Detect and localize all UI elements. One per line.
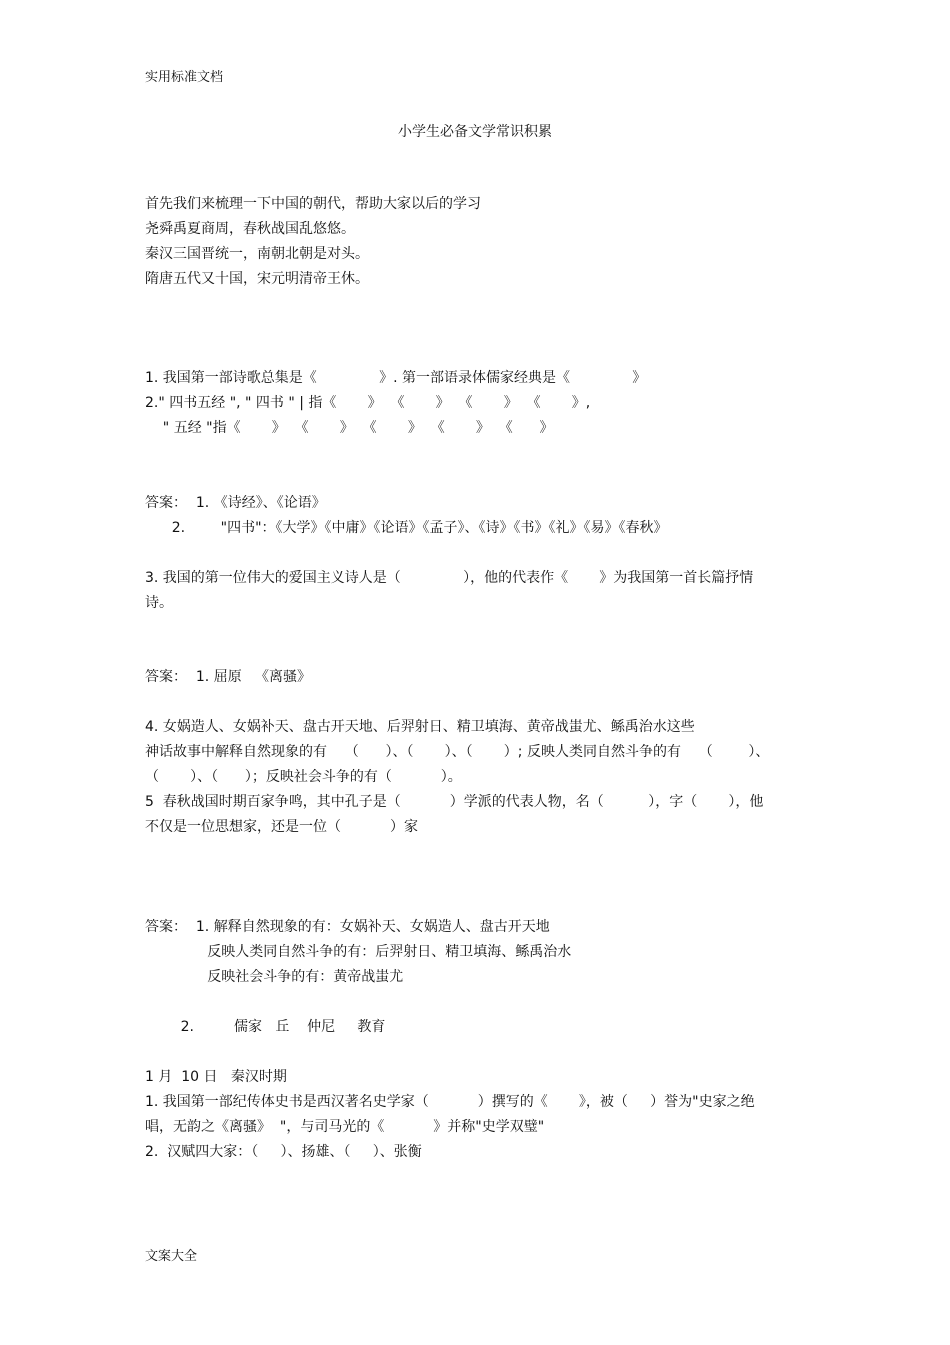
question-2: 2." 四书五经 ", " 四书 " | 指《 》 《 》 《 》 《 》, <box>145 395 591 411</box>
question-3: 3. 我国的第一位伟大的爱国主义诗人是（ ），他的代表作《 》为我国第一首长篇抒情 <box>145 570 754 586</box>
question-7: 2. 汉赋四大家：（ ）、扬雄、（ ）、张衡 <box>145 1144 422 1160</box>
question-2-continued: " 五经 "指《 》 《 》 《 》 《 》 《 》 <box>145 420 554 436</box>
question-5-continued: 不仅是一位思想家，还是一位（ ）家 <box>145 819 418 835</box>
answer-2: 2. "四书"：《大学》《中庸》《论语》《孟子》、《诗》《书》《礼》《易》《春秋》 <box>145 520 668 536</box>
intro-line: 隋唐五代又十国，宋元明清帝王休。 <box>145 271 369 287</box>
question-4-continued: 神话故事中解释自然现象的有 （ ）、（ ）、（ ）; 反映人类同自然斗争的有 （ ）、 <box>145 744 770 760</box>
page-title: 小学生必备文学常识积累 <box>398 124 552 140</box>
question-4: 4. 女娲造人、女娲补天、盘古开天地、后羿射日、精卫填海、黄帝战蚩尤、鲧禹治水这些 <box>145 719 695 735</box>
answer-3: 答案： 1. 屈原 《离骚》 <box>145 669 312 685</box>
question-3-continued: 诗。 <box>145 595 173 611</box>
question-1: 1. 我国第一部诗歌总集是《 》. 第一部语录体儒家经典是《 》 <box>145 370 647 386</box>
intro-line: 首先我们来梳理一下中国的朝代，帮助大家以后的学习 <box>145 196 481 212</box>
intro-line: 尧舜禹夏商周，春秋战国乱悠悠。 <box>145 221 355 237</box>
question-5: 5 春秋战国时期百家争鸣，其中孔子是（ ）学派的代表人物，名（ ），字（ ），他 <box>145 794 764 810</box>
question-6-continued: 唱，无韵之《离骚》 "，与司马光的《 》并称"史学双璧" <box>145 1119 545 1135</box>
page-footer: 文案大全 <box>145 1249 198 1264</box>
page-header: 实用标准文档 <box>145 70 224 85</box>
answer-1: 答案： 1. 《诗经》、《论语》 <box>145 495 326 511</box>
question-6: 1. 我国第一部纪传体史书是西汉著名史学家（ ）撰写的《 》，被（ ）誉为"史家之绝 <box>145 1094 755 1110</box>
answer-5: 2. 儒家 丘 仲尼 教育 <box>145 1019 386 1035</box>
answer-4-continued: 反映人类同自然斗争的有：后羿射日、精卫填海、鲧禹治水 <box>145 944 572 960</box>
section-heading: 1 月 10 日 秦汉时期 <box>145 1069 287 1085</box>
intro-line: 秦汉三国晋统一，南朝北朝是对头。 <box>145 246 369 262</box>
answer-4: 答案： 1. 解释自然现象的有：女娲补天、女娲造人、盘古开天地 <box>145 919 550 935</box>
question-4-continued: （ ）、（ ）；反映社会斗争的有（ ）。 <box>145 769 462 785</box>
answer-4-continued: 反映社会斗争的有：黄帝战蚩尤 <box>145 969 404 985</box>
